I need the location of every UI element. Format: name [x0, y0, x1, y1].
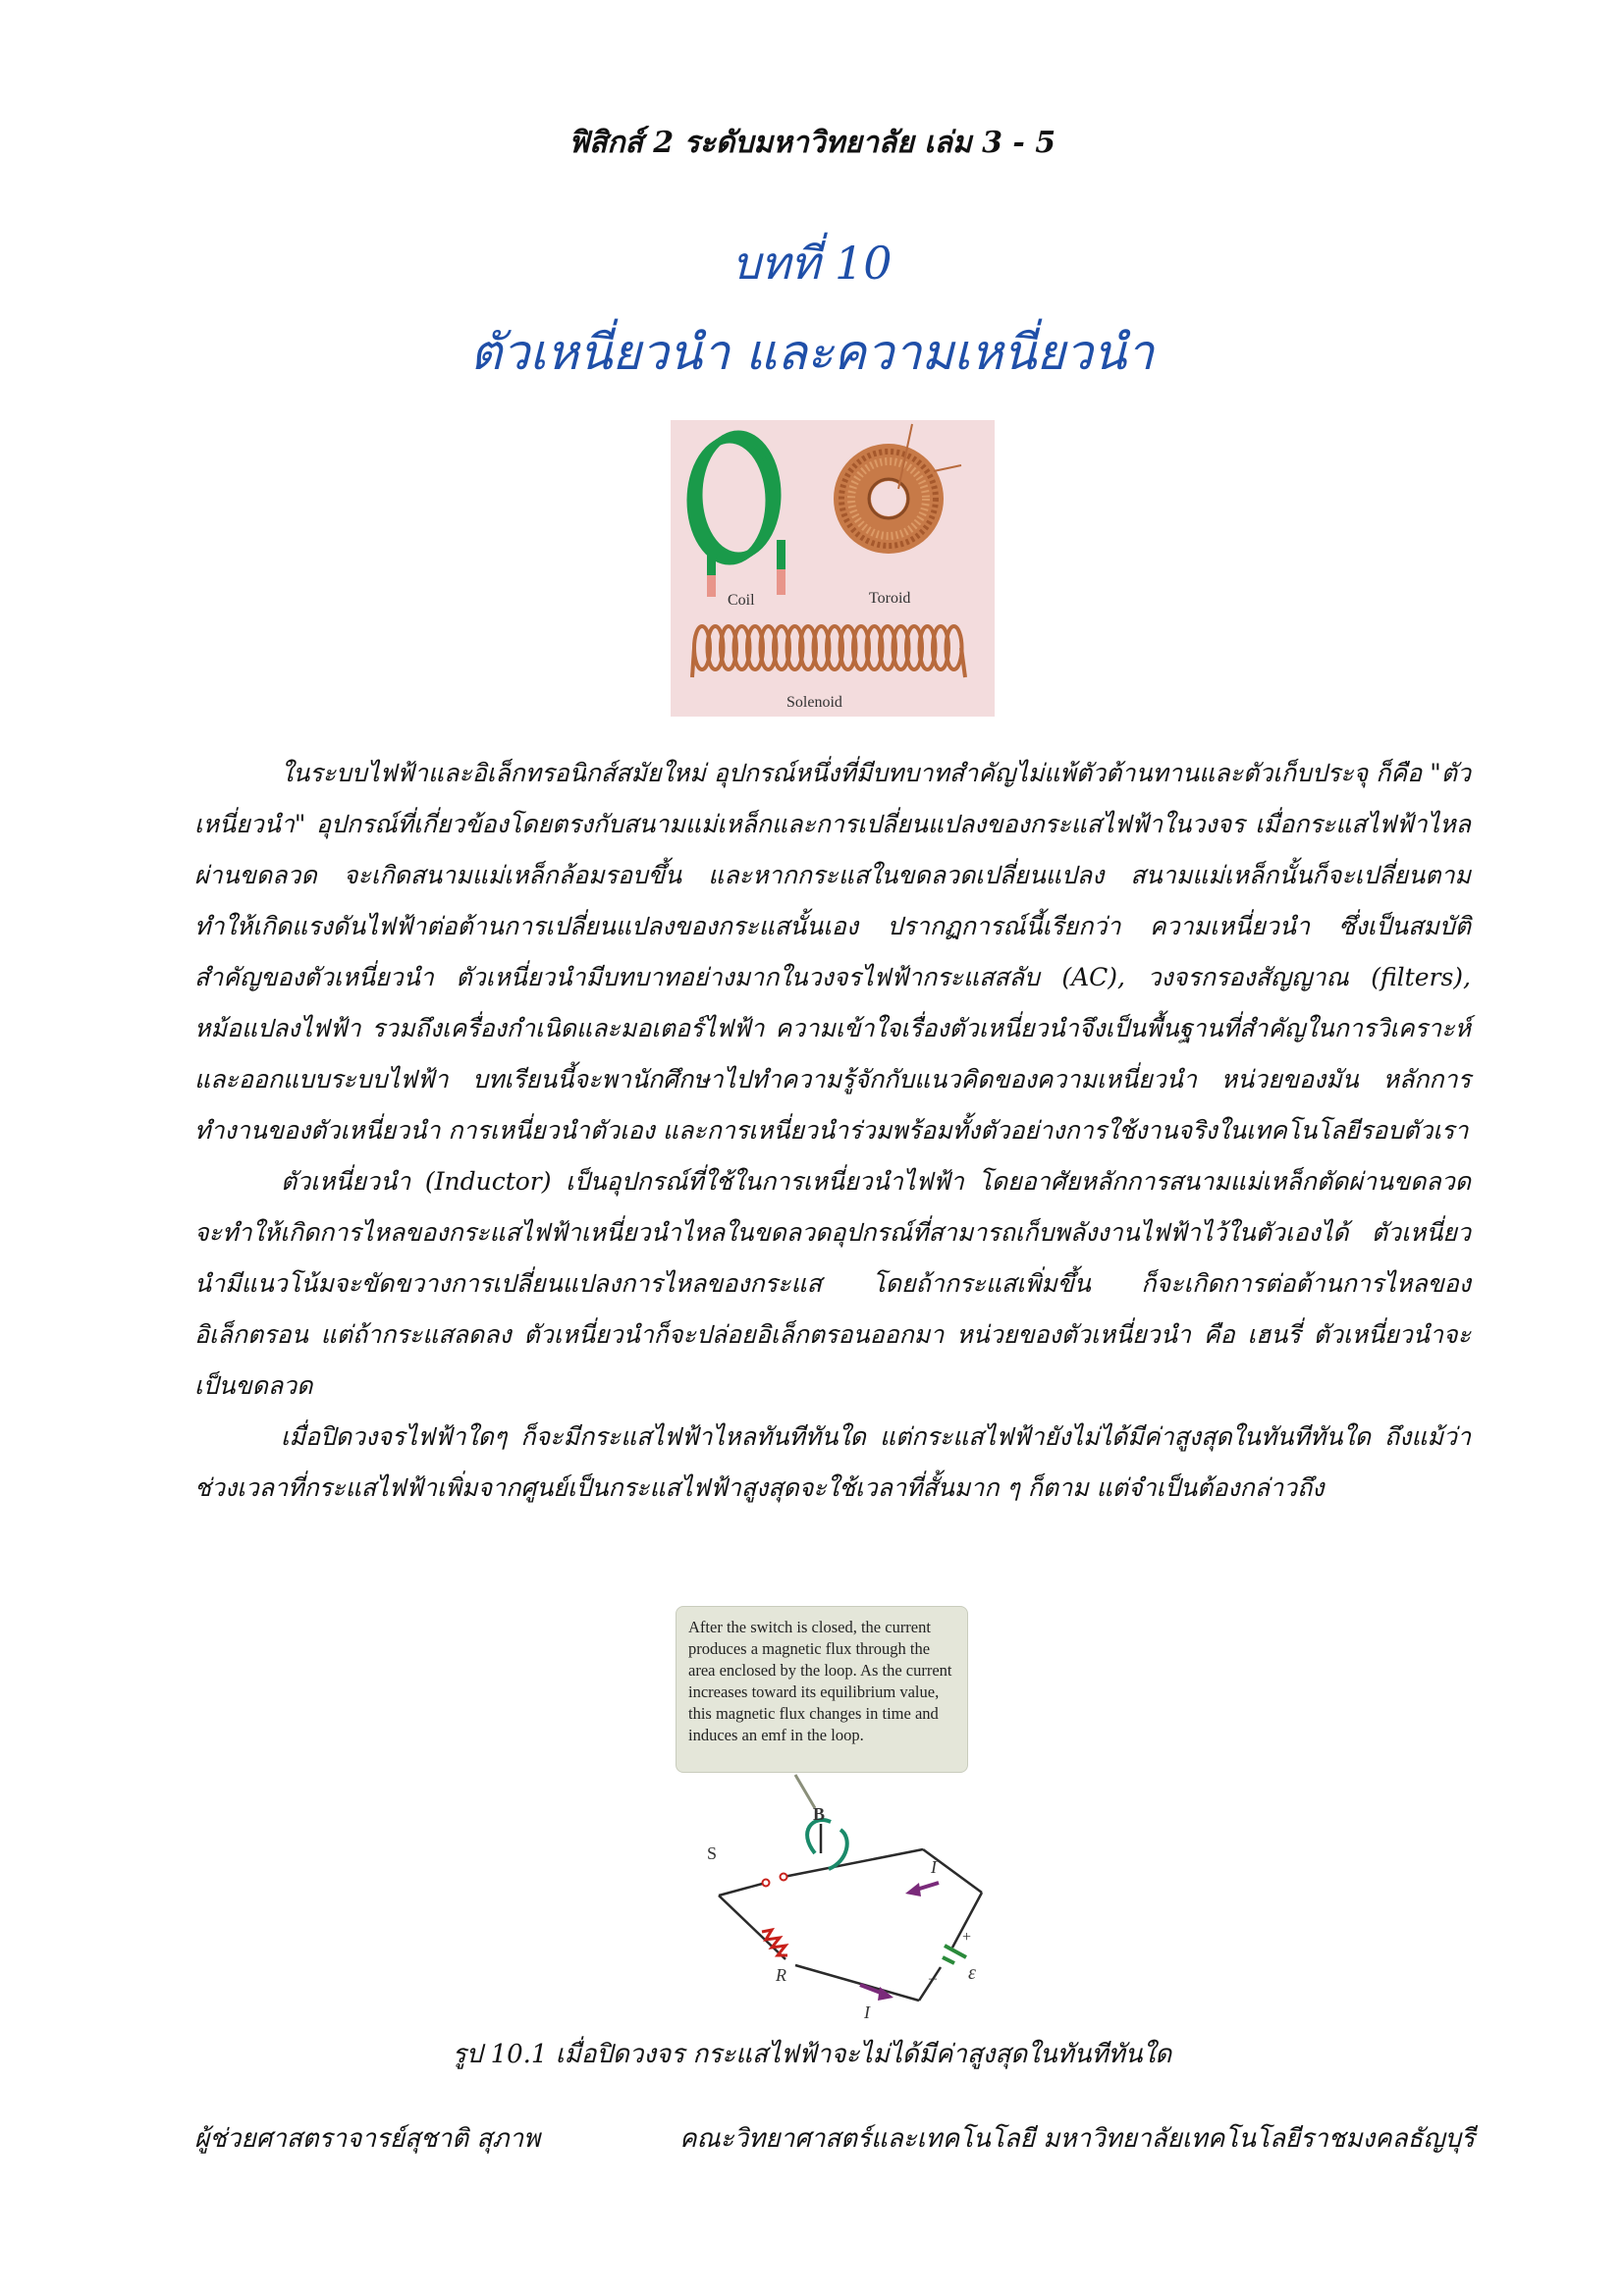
callout-box: After the switch is closed, the current produces a magnetic flux through the area enclosed by the loop. As the current increases toward its equilibrium value, this magnetic flux changes in time and induces an emf in the loop. [676, 1606, 968, 1773]
rl-circuit-figure [668, 1596, 998, 2026]
paragraph-inductor-definition: ตัวเหนี่ยวนำ (Inductor) เป็นอุปกรณ์ที่ใช้ในการเหนี่ยวนำไฟฟ้า โดยอาศัยหลักการสนามแม่เหล็กตัดผ่านขดลวด จะทำให้เกิดการไหลของกระแสไฟฟ้าเหนี่ยวนำไหลในขดลวดอุปกรณ์ที่สามารถเก็บพลังงานไฟฟ้าไว้ในตัวเองได้ ตัวเหนี่ยวนำมีแนวโน้มจะขัดขวางการเปลี่ยนแปลงการไหลของกระแส โดยถ้ากระแสเพิ่มขึ้น ก็จะเกิดการต่อต้านการไหลของอิเล็กตรอน แต่ถ้ากระแสลดลง ตัวเหนี่ยวนำก็จะปล่อยอิเล็กตรอนออกมา หน่วยของตัวเหนี่ยวนำ คือ เฮนรี่ ตัวเหนี่ยวนำจะเป็นขดลวด [194, 1167, 1471, 1400]
chapter-title: ตัวเหนี่ยวนำ และความเหนี่ยวนำ [469, 324, 1155, 381]
body-text [194, 748, 1471, 1514]
inductor-types-figure [671, 420, 995, 717]
paragraph-switch-closed: เมื่อปิดวงจรไฟฟ้าใดๆ ก็จะมีกระแสไฟฟ้าไหลทันทีทันใด แต่กระแสไฟฟ้ายังไม่ได้มีค่าสูงสุดในทันทีทันใด ถึงแม้ว่าช่วงเวลาที่กระแสไฟฟ้าเพิ่มจากศูนย์เป็นกระแสไฟฟ้าสูงสุดจะใช้เวลาที่สั้นมาก ๆ ก็ตาม แต่จำเป็นต้องกล่าวถึง [194, 1422, 1471, 1502]
coil-label: Coil [728, 592, 755, 609]
solenoid-illustration [692, 626, 965, 677]
footer-institution: คณะวิทยาศาสตร์และเทคโนโลยี มหาวิทยาลัยเทคโนโลยีราชมงคลธัญบุรี [679, 2124, 1475, 2154]
current-arrow-top [905, 1883, 939, 1896]
field-label: B [813, 1804, 826, 1824]
emf-label: ε [968, 1962, 976, 1984]
resistor-label: R [776, 1965, 786, 1985]
battery-plus-label: + [962, 1929, 972, 1946]
solenoid-lead-right [961, 648, 965, 677]
current-label-top: I [931, 1857, 937, 1877]
running-header: ฟิสิกส์ 2 ระดับมหาวิทยาลัย เล่ม 3 - 5 [568, 126, 1056, 160]
chapter-number: บทที่ 10 [731, 237, 893, 290]
switch-symbol [763, 1874, 787, 1887]
coil-illustration [690, 434, 785, 597]
magnetic-field-symbol [807, 1820, 847, 1869]
switch-label: S [707, 1843, 718, 1863]
figure-caption: รูป 10.1 เมื่อปิดวงจร กระแสไฟฟ้าจะไม่ได้มีค่าสูงสุดในทันทีทันใด [452, 2040, 1172, 2069]
circuit-wires [719, 1849, 982, 2001]
resistor-symbol [762, 1930, 787, 1955]
battery-minus-label: – [929, 1970, 937, 1987]
toroid-label: Toroid [869, 590, 911, 607]
battery-symbol [943, 1946, 966, 1963]
footer-author: ผู้ช่วยศาสตราจารย์สุชาติ สุภาพ [194, 2124, 541, 2154]
callout-pointer [795, 1775, 815, 1808]
paragraph-intro: ในระบบไฟฟ้าและอิเล็กทรอนิกส์สมัยใหม่ อุปกรณ์หนึ่งที่มีบทบาทสำคัญไม่แพ้ตัวต้านทานและตัวเก็บประจุ ก็คือ "ตัวเหนี่ยวนำ" อุปกรณ์ที่เกี่ยวข้องโดยตรงกับสนามแม่เหล็กและการเปลี่ยนแปลงของกระแสไฟฟ้าในวงจร เมื่อกระแสไฟฟ้าไหลผ่านขดลวด จะเกิดสนามแม่เหล็กล้อมรอบขึ้น และหากกระแสในขดลวดเปลี่ยนแปลง สนามแม่เหล็กนั้นก็จะเปลี่ยนตาม ทำให้เกิดแรงดันไฟฟ้าต่อต้านการเปลี่ยนแปลงของกระแสนั้นเอง ปรากฏการณ์นี้เรียกว่า ความเหนี่ยวนำ ซึ่งเป็นสมบัติสำคัญของตัวเหนี่ยวนำ ตัวเหนี่ยวนำมีบทบาทอย่างมากในวงจรไฟฟ้ากระแสสลับ (AC), วงจรกรองสัญญาณ (filters), หม้อแปลงไฟฟ้า รวมถึงเครื่องกำเนิดและมอเตอร์ไฟฟ้า ความเข้าใจเรื่องตัวเหนี่ยวนำจึงเป็นพื้นฐานที่สำคัญในการวิเคราะห์และออกแบบระบบไฟฟ้า บทเรียนนี้จะพานักศึกษาไปทำความรู้จักกับแนวคิดของความเหนี่ยวนำ หน่วยของมัน หลักการทำงานของตัวเหนี่ยวนำ การเหนี่ยวนำตัวเอง และการเหนี่ยวนำร่วมพร้อมทั้งตัวอย่างการใช้งานจริงในเทคโนโลยีรอบตัวเรา [194, 759, 1471, 1145]
toroid-illustration [834, 424, 961, 554]
solenoid-lead-left [692, 648, 694, 677]
solenoid-label: Solenoid [786, 694, 842, 711]
current-label-bottom: I [864, 2002, 870, 2022]
